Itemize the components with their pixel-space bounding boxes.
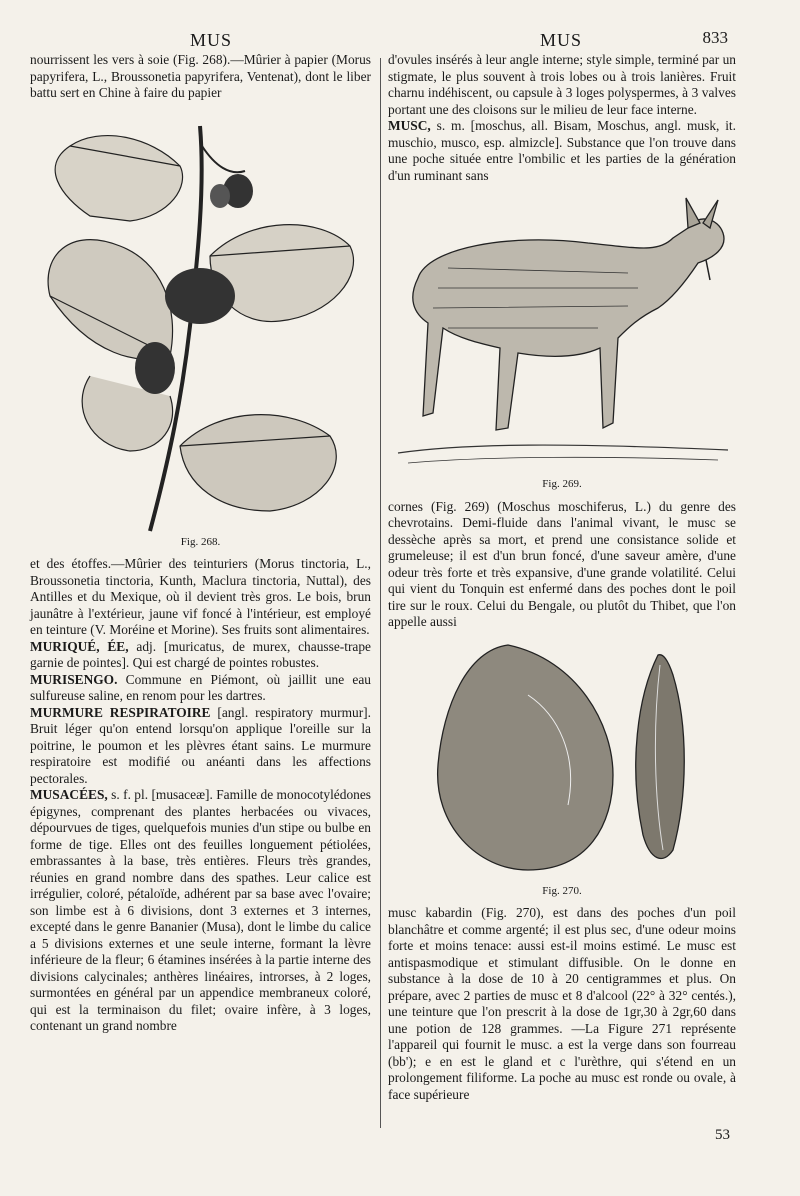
page-number: 833 — [702, 28, 728, 47]
figure-270 — [388, 635, 736, 900]
running-head-left: MUS — [190, 30, 233, 50]
dictionary-entry — [30, 705, 371, 788]
dictionary-entry — [30, 787, 371, 1035]
figure-268 — [30, 106, 371, 551]
entry-body: s. m. [moschus, all. Bisam, Moschus, angl. musk, it. muschio, musco, esp. almizcle]. Substance que l'on trouve dans une poche située entre l'ombilic et les parties de la génération d'un ruminant sans — [388, 118, 736, 183]
musk-deer-illustration — [388, 188, 736, 478]
figure-caption: Fig. 269. — [542, 478, 582, 490]
entry-body: [angl. respiratory murmur]. Bruit léger qu'on entend lorsqu'on applique l'oreille sur la poitrine, le poumon et les plèvres étant sains. Le murmure respiratoire est modifié ou anéanti dans les affections pectorales. — [30, 704, 371, 786]
right-column — [388, 52, 736, 1103]
entry-body: s. f. pl. [musaceæ]. Famille de monocotylédones épigynes, comprenant des plantes herbacées ou vivaces, dépourvues de tiges, quelquefois munies d'un stipe ou bulbe en forme de tige. Elles ont des feuilles longuement pétiolées, embrassantes à la base, très entières. Fleurs très grandes, réunies en grand nombre dans des spathes. Leur calice est irrégulier, coloré, pétaloïde, adhérent par sa base avec l'ovaire; son limbe est à 6 divisions, dont 3 externes et 3 internes, excepté dans le genre Bananier (Musa), dont le limbe du calice a 5 divisions externes et une seule interne, formant la lèvre inférieure de la fleur; 6 étamines insérées à la partie interne des divisions calycinales; anthères linéaires, introrses, à 2 loges, surmontées en général par un appendice membraneux coloré, qui est la terminaison du filet; ovaire infère, à 3 loges, contenant un grand nombre — [30, 787, 371, 1033]
column-rule — [380, 58, 381, 1128]
figure-caption: Fig. 268. — [180, 535, 221, 548]
mulberry-branch-illustration — [30, 106, 371, 536]
figure-269 — [388, 188, 736, 493]
running-head-right: MUS — [540, 30, 583, 50]
signature-mark: 53 — [715, 1127, 730, 1143]
figure-caption: Fig. 270. — [542, 884, 582, 897]
dictionary-entry — [388, 118, 736, 184]
paragraph: nourrissent les vers à soie (Fig. 268).—Mûrier à papier (Morus papyrifera, L., Broussonetia papyrifera, Ventenat), dont le liber battu sert en Chine à faire du papier — [30, 52, 371, 100]
paragraph: et des étoffes.—Mûrier des teinturiers (Morus tinctoria, L., Broussonetia tinctoria, Kunth, Maclura tinctoria, Nuttal), des Antilles et du Mexique, où il devient très gros. Le bois, brun jaunâtre à l'extérieur, jaune vif foncé à l'intérieur, est employé en teinture (V. Moréine et Morine). Ses fruits sont alimentaires. — [30, 556, 371, 637]
paragraph: cornes (Fig. 269) (Moschus moschiferus, L.) du genre des chevrotains. Demi-fluide dans l'animal vivant, le musc se dessèche après sa mort, et prend une consistance solide et grumeleuse; il est d'un brun foncé, d'une saveur amère, d'une odeur très forte et très expansive, d'une grande volatilité. Celui qui vient du Tonquin est enfermé dans des poches dont le poil tire sur le roux. Celui du Bengale, ou plutôt du Thibet, que l'on appelle aussi — [388, 498, 736, 629]
entry-headword: MUSACÉES, — [30, 787, 108, 802]
entry-headword: MURMURE RESPIRATOIRE — [30, 704, 211, 720]
entry-body: Commune en Piémont, où jaillit une eau sulfureuse saline, en renom pour les dartres. — [30, 671, 371, 703]
paragraph: musc kabardin (Fig. 270), est dans des poches d'un poil blanchâtre et comme argenté; il est plus sec, d'une odeur moins forte et moins tenace: aussi est-il moins estimé. Le musc est antispasmodique et stimulant diffusible. On le donne en substance à la dose de 10 à 20 centigrammes et plus. On prépare, avec 2 parties de musc et 8 d'alcool (22° à 32° centés.), une teinture que l'on prescrit à la dose de 1gr,30 à 2gr,60 dans une potion de 128 grammes. —La Figure 271 représente l'appareil qui fournit le musc. a est la verge dans son fourreau (bb'); e en est le gland et c l'urèthre, qui s'étend en un prolongement filiforme. La poche au musc est ronde ou ovale, à face supérieure — [388, 905, 736, 1102]
entry-headword: MUSC, — [388, 118, 431, 133]
left-column — [30, 52, 371, 1035]
dictionary-entry — [30, 639, 371, 672]
entry-body: adj. [muricatus, de murex, chausse-trape garnie de pointes]. Qui est chargé de pointes robustes. — [30, 638, 371, 670]
paragraph: d'ovules insérés à leur angle interne; style simple, terminé par un stigmate, le plus souvent à trois lobes ou à trois lanières. Fruit charnu indéhiscent, ou capsule à 3 loges polyspermes, à 3 valves portant une des cloisons sur le milieu de leur face interne. — [388, 52, 736, 117]
entry-headword: MURISENGO. — [30, 671, 118, 687]
entry-headword: MURIQUÉ, ÉE, — [30, 638, 129, 654]
musk-pod-illustration — [388, 635, 736, 885]
dictionary-entry — [30, 672, 371, 705]
